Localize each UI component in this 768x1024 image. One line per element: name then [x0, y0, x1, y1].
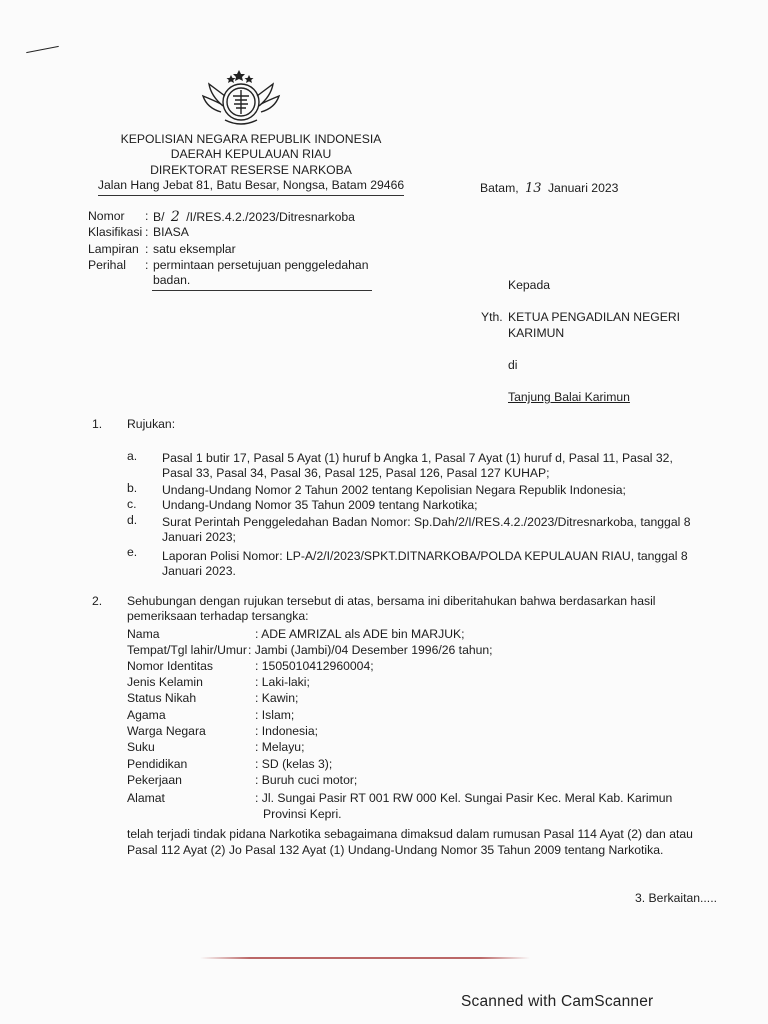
- suspect-education: SD (kelas 3);: [261, 757, 333, 771]
- colon: :: [145, 209, 149, 223]
- recipient-line2: KARIMUN: [508, 326, 565, 340]
- suspect-label: Jenis Kelamin: [127, 675, 203, 689]
- date-place: Batam,: [480, 181, 519, 195]
- section2-intro-line1: Sehubungan dengan rujukan tersebut di atas, bersama ini diberitahukan bahwa berdasarkan hasil: [127, 594, 656, 608]
- recipient-di: di: [508, 358, 518, 372]
- section2-intro: [127, 594, 655, 625]
- suspect-value: : Melayu;: [255, 740, 305, 754]
- ref-d-line1: Surat Perintah Penggeledahan Badan Nomor: Sp.Dah/2/I/RES.4.2./2023/Ditresnarkoba, tanggal 8: [162, 515, 691, 529]
- suspect-value: : ADE AMRIZAL als ADE bin MARJUK;: [255, 627, 465, 641]
- stray-pen-mark: [26, 46, 59, 53]
- letter-date: [480, 181, 618, 196]
- suspect-marital: Kawin;: [261, 691, 299, 705]
- lampiran-label: Lampiran: [88, 242, 139, 256]
- perihal-label: Perihal: [88, 258, 126, 272]
- ref-b-line1: Undang-Undang Nomor 2 Tahun 2002 tentang Kepolisian Negara Republik Indonesia;: [162, 483, 626, 497]
- nomor-value: [153, 209, 355, 225]
- suspect-value: : Jl. Sungai Pasir RT 001 RW 000 Kel. Sungai Pasir Kec. Meral Kab. Karimun: [255, 791, 673, 805]
- suspect-value: : 1505010412960004;: [255, 659, 374, 673]
- perihal-value-line2: badan.: [153, 273, 191, 287]
- suspect-label: Nama: [127, 627, 160, 641]
- ref-c-line1: Undang-Undang Nomor 35 Tahun 2009 tentang Narkotika;: [162, 498, 478, 512]
- ref-e-line1: Laporan Polisi Nomor: LP-A/2/I/2023/SPKT.DITNARKOBA/POLDA KEPULAUAN RIAU, tanggal 8: [162, 549, 688, 563]
- colon: :: [145, 242, 149, 256]
- suspect-value: : SD (kelas 3);: [255, 757, 333, 771]
- suspect-id-number: 1505010412960004;: [261, 659, 374, 673]
- suspect-occupation: Buruh cuci motor;: [261, 773, 358, 787]
- suspect-name: ADE AMRIZAL als ADE bin MARJUK;: [261, 627, 465, 641]
- org-directorate: DIREKTORAT RESERSE NARKOBA: [150, 162, 352, 177]
- org-name: KEPOLISIAN NEGARA REPUBLIK INDONESIA: [120, 132, 382, 146]
- suspect-address-line1: Jl. Sungai Pasir RT 001 RW 000 Kel. Sungai Pasir Kec. Meral Kab. Karimun: [261, 791, 673, 805]
- nomor-label: Nomor: [88, 209, 125, 223]
- recipient-yth: Yth.: [481, 310, 503, 324]
- suspect-label: Warga Negara: [127, 724, 206, 738]
- suspect-value: : Jambi (Jambi)/04 Desember 1996/26 tahun;: [248, 643, 493, 657]
- date-day-handwritten: 13: [525, 181, 542, 196]
- date-month-year: Januari 2023: [547, 181, 619, 195]
- ref-d-text: [162, 515, 720, 546]
- section1-number: 1.: [92, 417, 103, 431]
- ref-c-letter: c.: [127, 497, 137, 511]
- suspect-label: Agama: [127, 708, 166, 722]
- recipient-kepada: Kepada: [508, 278, 551, 292]
- suspect-label: Status Nikah: [127, 691, 197, 705]
- org-address: Jalan Hang Jebat 81, Batu Besar, Nongsa, Batam 29466: [98, 178, 404, 195]
- colon: :: [145, 258, 149, 272]
- ref-a-letter: a.: [127, 449, 138, 463]
- ref-a-line1: Pasal 1 butir 17, Pasal 5 Ayat (1) huruf b Angka 1, Pasal 7 Ayat (1) huruf d, Pasal 11, Pasal 32,: [162, 451, 673, 465]
- suspect-value: : Kawin;: [255, 691, 299, 705]
- ref-b-letter: b.: [127, 481, 138, 495]
- section2-intro-line2: pemeriksaan terhadap tersangka:: [127, 609, 309, 624]
- ref-d-line2: Januari 2023;: [162, 530, 236, 545]
- klasifikasi-value: BIASA: [153, 225, 189, 239]
- suspect-address-line2: Provinsi Kepri.: [263, 807, 342, 821]
- section1-title: Rujukan:: [127, 417, 176, 431]
- section2-closing-line1: telah terjadi tindak pidana Narkotika sebagaimana dimaksud dalam rumusan Pasal 114 Ayat (2) dan atau: [127, 827, 693, 841]
- suspect-ethnicity: Melayu;: [261, 740, 305, 754]
- scanner-watermark: Scanned with CamScanner: [461, 993, 654, 1010]
- suspect-label: Tempat/Tgl lahir/Umur: [127, 643, 247, 657]
- colon: :: [145, 225, 149, 239]
- ref-d-letter: d.: [127, 513, 138, 527]
- ref-b-text: [162, 483, 720, 498]
- continuation-marker: 3. Berkaitan.....: [635, 891, 717, 905]
- suspect-value: : Laki-laki;: [255, 675, 310, 689]
- police-emblem-icon: [201, 66, 287, 126]
- letterhead: [88, 132, 414, 196]
- klasifikasi-label: Klasifikasi: [88, 225, 143, 239]
- suspect-label: Pekerjaan: [127, 773, 182, 787]
- suspect-nationality: Indonesia;: [261, 724, 319, 738]
- ref-c-text: [162, 498, 720, 513]
- suspect-label: Pendidikan: [127, 757, 188, 771]
- suspect-label: Suku: [127, 740, 155, 754]
- section2-number: 2.: [92, 594, 103, 608]
- suspect-value: : Indonesia;: [255, 724, 319, 738]
- perihal-value-line1: permintaan persetujuan penggeledahan: [153, 258, 369, 272]
- recipient-place: Tanjung Balai Karimun: [508, 390, 630, 404]
- ref-e-text: [162, 549, 720, 580]
- suspect-label: Alamat: [127, 791, 165, 805]
- recipient-line1: KETUA PENGADILAN NEGERI: [508, 310, 681, 324]
- nomor-prefix: B/: [153, 210, 165, 224]
- ref-a-text: [162, 451, 720, 482]
- page-bottom-line: [200, 957, 530, 959]
- suspect-value: : Buruh cuci motor;: [255, 773, 358, 787]
- suspect-value: : Islam;: [255, 708, 295, 722]
- ref-a-line2: Pasal 33, Pasal 34, Pasal 36, Pasal 125, Pasal 126, Pasal 127 KUHAP;: [162, 466, 550, 481]
- suspect-gender: Laki-laki;: [261, 675, 310, 689]
- ref-e-line2: Januari 2023.: [162, 564, 236, 579]
- org-region: DAERAH KEPULAUAN RIAU: [170, 147, 332, 162]
- lampiran-value: satu eksemplar: [153, 242, 236, 256]
- suspect-birth: Jambi (Jambi)/04 Desember 1996/26 tahun;: [254, 643, 493, 657]
- section2-closing: [127, 826, 693, 859]
- nomor-handwritten: 2: [170, 209, 180, 225]
- nomor-suffix: /I/RES.4.2./2023/Ditresnarkoba: [186, 210, 355, 224]
- subject-underline: [152, 290, 372, 291]
- suspect-religion: Islam;: [261, 708, 295, 722]
- suspect-label: Nomor Identitas: [127, 659, 214, 673]
- ref-e-letter: e.: [127, 545, 138, 559]
- section2-closing-line2: Pasal 112 Ayat (2) Jo Pasal 132 Ayat (1) Undang-Undang Nomor 35 Tahun 2009 tentang Narkotika.: [127, 843, 664, 858]
